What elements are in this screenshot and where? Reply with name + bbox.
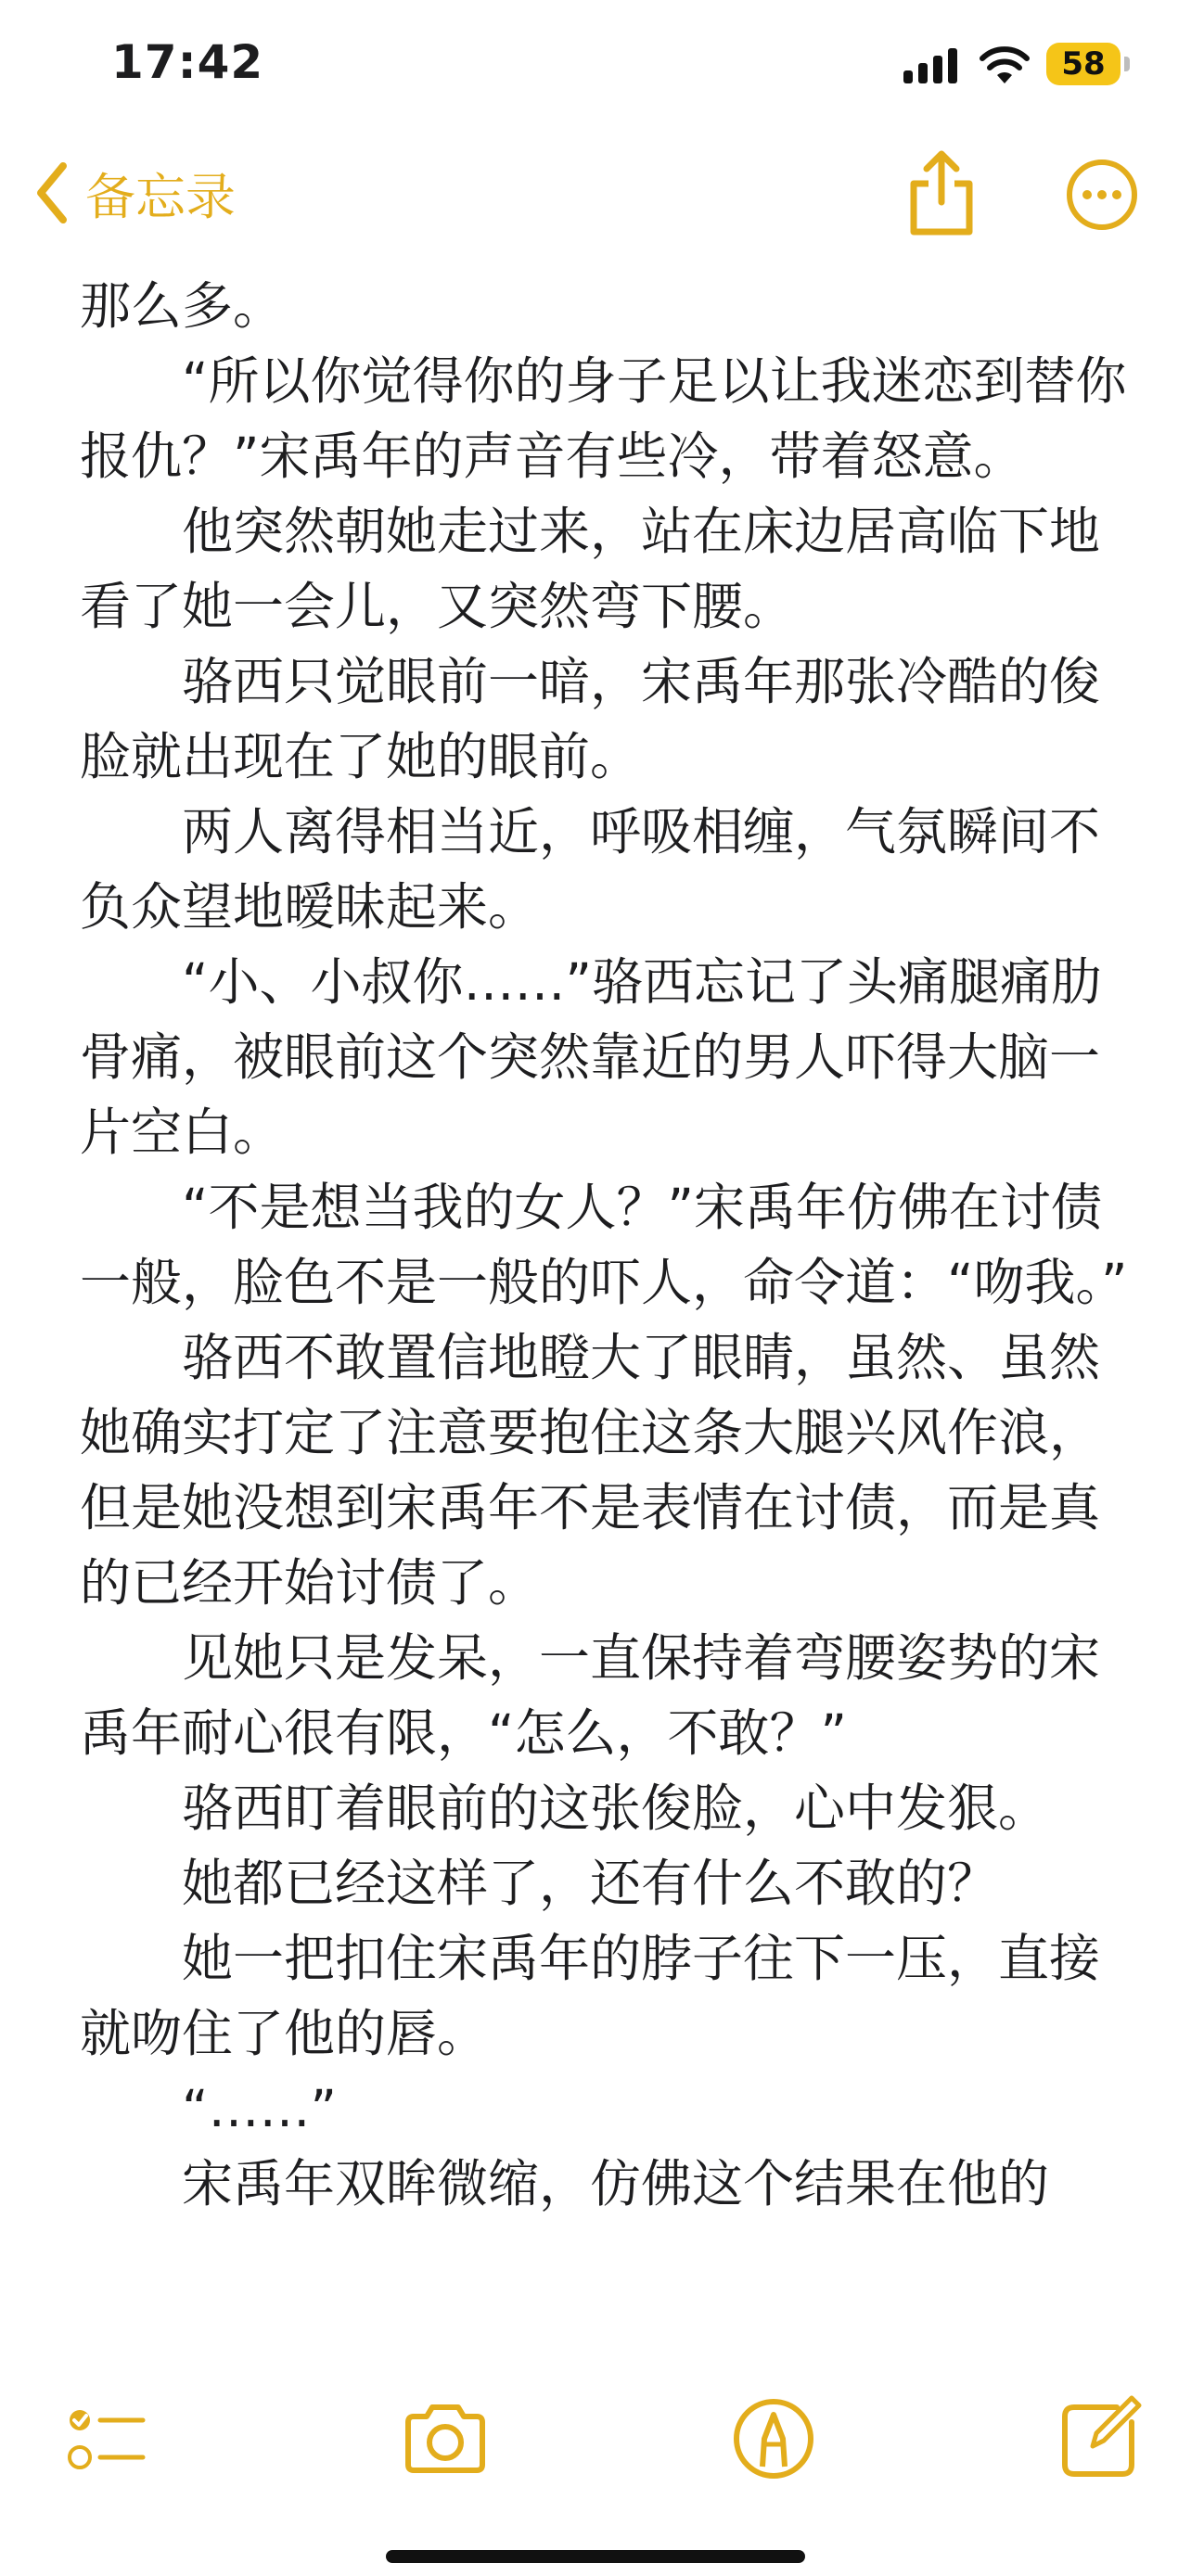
note-paragraph: “……” (182, 2079, 337, 2138)
more-icon[interactable] (1065, 158, 1139, 232)
chevron-left-icon (33, 160, 70, 225)
home-indicator[interactable] (386, 2550, 805, 2563)
note-paragraph: 她都已经这样了，还有什么不敢的？ (182, 1854, 999, 1913)
share-icon[interactable] (904, 148, 979, 237)
note-paragraph: 骆西只觉眼前一暗，宋禹年那张冷酷的俊脸就出现在了她的眼前。 (80, 652, 1101, 786)
cellular-signal-icon (903, 48, 961, 83)
note-paragraph: 她一把扣住宋禹年的脖子往下一压，直接就吻住了他的唇。 (80, 1929, 1101, 2063)
status-time: 17:42 (111, 35, 264, 89)
note-paragraph: 见她只是发呆，一直保持着弯腰姿势的宋禹年耐心很有限，“怎么，不敢？” (80, 1628, 1101, 1763)
nav-bar (0, 139, 1191, 250)
battery-level: 58 (1061, 45, 1106, 83)
note-paragraph: 那么多。 (80, 276, 285, 336)
back-label: 备忘录 (85, 167, 236, 226)
compose-icon[interactable] (1052, 2392, 1145, 2485)
battery-icon (1046, 43, 1132, 85)
note-paragraph: 骆西不敢置信地瞪大了眼睛，虽然、虽然她确实打定了注意要抱住这条大腿兴风作浪，但是她没想到宋禹年不是表情在讨债，而是真的已经开始讨债了。 (80, 1328, 1101, 1613)
note-paragraph: “不是想当我的女人？”宋禹年仿佛在讨债一般，脸色不是一般的吓人，命令道：“吻我。” (80, 1178, 1128, 1312)
back-button[interactable] (33, 156, 236, 230)
status-bar (0, 0, 1191, 130)
note-paragraph: 两人离得相当近，呼吸相缠，气氛瞬间不负众望地暧昧起来。 (80, 802, 1101, 937)
markup-pen-icon[interactable] (727, 2392, 820, 2485)
camera-icon[interactable] (399, 2392, 492, 2485)
note-paragraph: “小、小叔你……”骆西忘记了头痛腿痛肋骨痛，被眼前这个突然靠近的男人吓得大脑一片空白。 (80, 952, 1102, 1162)
wifi-icon (980, 45, 1030, 85)
checklist-icon[interactable] (61, 2392, 154, 2485)
note-paragraph: 骆西盯着眼前的这张俊脸，心中发狠。 (182, 1779, 1050, 1838)
note-paragraph: 宋禹年双眸微缩，仿佛这个结果在他的 (182, 2154, 1050, 2213)
bottom-toolbar (0, 2383, 1191, 2494)
note-paragraph: “所以你觉得你的身子足以让我迷恋到替你报仇？”宋禹年的声音有些冷，带着怒意。 (80, 351, 1127, 486)
note-paragraph: 他突然朝她走过来，站在床边居高临下地看了她一会儿，又突然弯下腰。 (80, 502, 1101, 636)
note-body[interactable] (80, 269, 1128, 2355)
